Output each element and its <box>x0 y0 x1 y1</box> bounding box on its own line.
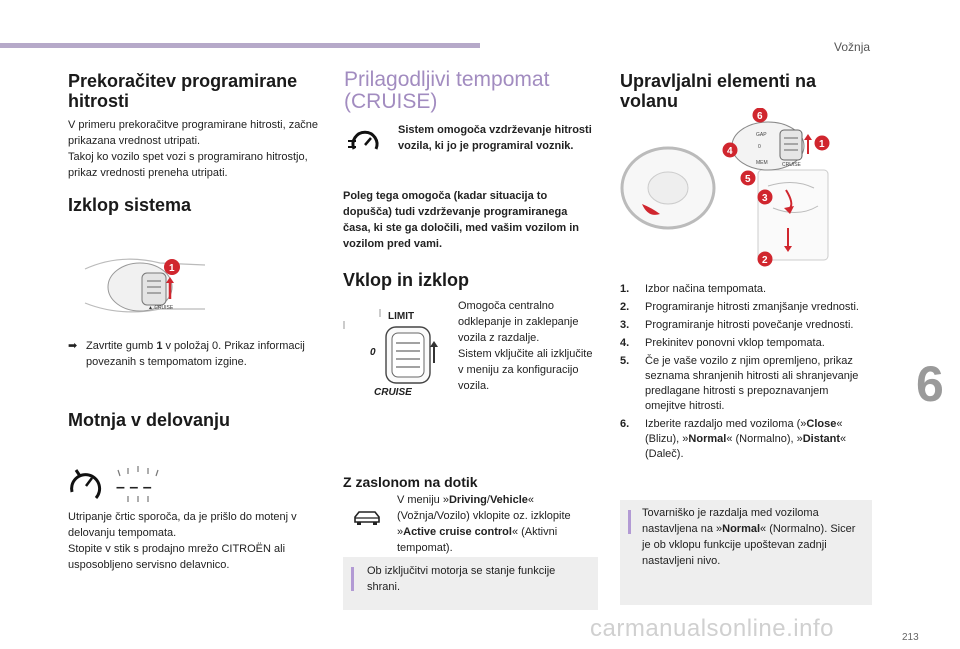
overspeed-title: Prekoračitev programirane hitrosti <box>68 71 298 111</box>
switch-off-instruction <box>68 338 330 370</box>
callout-5 <box>741 171 756 186</box>
on-off-text: Omogoča centralno odklepanje in zaklepanje vozila z razdalje. Sistem vključite ali izključite v meniju za konfiguracijo vozila. <box>458 300 593 392</box>
chapter-number: 6 <box>916 356 944 412</box>
option-active-cruise-control: Active cruise control <box>403 526 512 538</box>
svg-text:1: 1 <box>169 263 175 274</box>
malfunction-title: Motnja v delovanju <box>68 410 231 430</box>
info-note-distance <box>620 500 872 605</box>
adaptive-cruise-icon <box>346 127 382 157</box>
cruise-stalk-illustration <box>80 243 210 323</box>
info-marker-icon-lower <box>628 524 631 534</box>
callout-3 <box>758 190 773 205</box>
info-note-engine-off <box>343 557 598 610</box>
menu-driving: Driving <box>448 494 487 506</box>
svg-text:6: 6 <box>757 111 763 122</box>
info-marker-icon-lower <box>351 581 354 591</box>
list-item: 2. Programiranje hitrosti zmanjšanje vrednosti. <box>620 301 859 313</box>
steering-wheel-controls-illustration <box>618 108 840 278</box>
controls-list <box>620 282 868 465</box>
svg-text:GAP: GAP <box>756 132 767 138</box>
callout-1 <box>815 136 830 151</box>
watermark: carmanualsonline.info <box>590 615 834 642</box>
car-icon <box>352 508 382 528</box>
steering-controls-title: Upravljalni elementi na volanu <box>620 71 817 111</box>
instruction-button-number: 1 <box>156 340 163 352</box>
overspeed-text: V primeru prekoračitve programirane hitrosti, začne prikazana vrednost utripati. Takoj ko vozilo spet vozi s programirano hitrostjo, prikaz vrednosti preneha utripati. <box>68 119 319 179</box>
cruise-label: CRUISE <box>374 387 412 398</box>
note-text: Ob izključitvi motorja se stanje funkcije shrani. <box>367 565 556 593</box>
top-accent-bar <box>0 43 480 48</box>
instruction-suffix: v položaj 0. Prikaz informacij povezanih s tempomatom izgine. <box>86 340 305 368</box>
callout-6 <box>753 108 768 123</box>
on-off-title: Vklop in izklop <box>343 270 470 290</box>
list-item: 3. Programiranje hitrosti povečanje vrednosti. <box>620 319 854 331</box>
speedometer-malfunction-icon <box>66 462 176 504</box>
svg-text:5: 5 <box>745 174 751 185</box>
page-number: 213 <box>902 632 919 643</box>
instruction-prefix: Zavrtite gumb <box>86 340 157 352</box>
adaptive-cruise-title: Prilagodljivi tempomat (CRUISE) <box>344 68 550 113</box>
note-distance-text: Tovarniško je razdalja med voziloma nastavljena na »Normal« (Normalno). Sicer je ob vklopu funkcije upoštevan zadnji nastavljeni nivo. <box>642 507 856 567</box>
dashes-display: – – – <box>116 479 152 496</box>
callout-2 <box>758 252 773 267</box>
svg-text:3: 3 <box>762 193 768 204</box>
menu-vehicle: Vehicle <box>489 494 528 506</box>
callout-4 <box>723 143 738 158</box>
option-close: Close <box>806 418 837 430</box>
svg-text:CRUISE: CRUISE <box>782 162 801 168</box>
svg-text:MEM: MEM <box>756 160 768 166</box>
limit-cruise-selector-illustration <box>340 305 452 401</box>
adaptive-cruise-intro: Sistem omogoča vzdrževanje hitrosti vozila, ki jo je programiral voznik. <box>398 124 592 152</box>
adaptive-cruise-intro-2: Poleg tega omogoča (kadar situacija to dopušča) tudi vzdrževanje programiranega časa, ki ste ga določili, med vašim vozilom in vozilom pred vami. <box>343 190 579 250</box>
zero-label: 0 <box>370 347 376 358</box>
list-item: 1. Izbor načina tempomata. <box>620 283 767 295</box>
svg-text:0: 0 <box>758 144 761 150</box>
svg-text:2: 2 <box>762 255 768 266</box>
section-header: Vožnja <box>834 40 871 54</box>
svg-text:1: 1 <box>819 139 825 150</box>
list-item: 6. Izberite razdaljo med voziloma (»Close« (Blizu), »Normal« (Normalno), »Distant« (Daleč). <box>620 418 847 460</box>
switch-off-title: Izklop sistema <box>68 195 192 215</box>
svg-text:▲ CRUISE: ▲ CRUISE <box>148 305 174 311</box>
touchscreen-title: Z zaslonom na dotik <box>343 474 478 490</box>
option-distant: Distant <box>802 433 841 445</box>
list-item: 5. Če je vaše vozilo z njim opremljeno, prikaz seznama shranjenih hitrosti ali shranjevanje predlagane hitrosti s prepoznavanjem omejitve hitrosti. <box>620 355 859 412</box>
svg-text:4: 4 <box>727 146 733 157</box>
limit-label: LIMIT <box>388 311 415 322</box>
arrow-bullet-icon: ➡ <box>68 340 78 352</box>
malfunction-text: Utripanje črtic sporoča, da je prišlo do motenj v delovanju tempomata. Stopite v stik s prodajno mrežo CITROËN ali usposobljeno servisno delavnico. <box>68 511 297 571</box>
list-item: 4. Prekinitev ponovni vklop tempomata. <box>620 337 825 349</box>
option-normal: Normal <box>688 433 727 445</box>
touchscreen-text: V meniju »Driving/Vehicle« (Vožnja/Vozilo) vklopite oz. izklopite »Active cruise control« (Aktivni tempomat). <box>397 494 571 554</box>
